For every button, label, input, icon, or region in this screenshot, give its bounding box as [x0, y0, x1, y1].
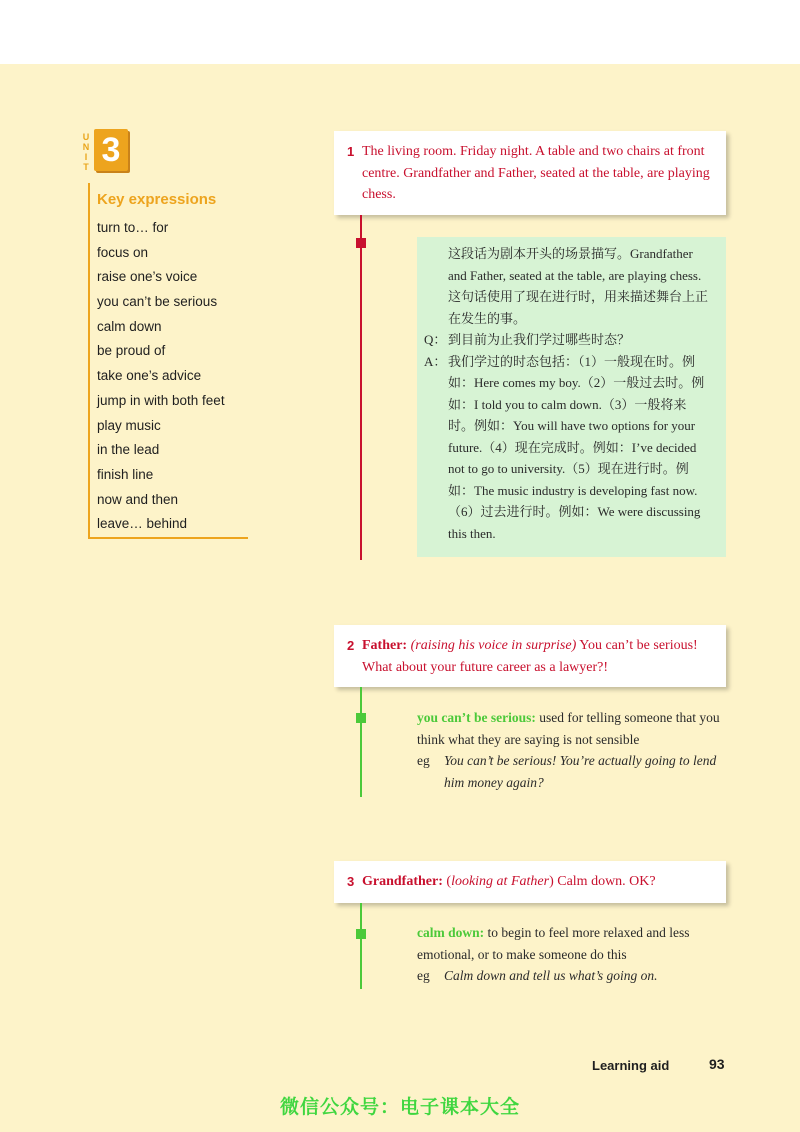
script-line-2	[334, 625, 726, 687]
eg-label: eg	[417, 968, 430, 983]
example-row	[417, 750, 727, 793]
line-text	[362, 871, 712, 893]
key-expressions-border-bottom	[88, 537, 248, 539]
key-expressions-list	[97, 216, 225, 537]
definition-text	[417, 922, 727, 965]
page-number: 93	[709, 1056, 725, 1072]
example-text: Calm down and tell us what’s going on.	[444, 968, 658, 983]
script-line-3	[334, 861, 726, 903]
definition-you-cant-be-serious	[417, 707, 727, 793]
key-expressions-title: Key expressions	[97, 191, 217, 208]
key-expression-item: now and then	[97, 491, 179, 507]
key-expression-item: finish line	[97, 466, 154, 482]
key-expression-item: jump in with both feet	[97, 392, 225, 408]
definition-calm-down	[417, 922, 727, 987]
unit-letter: I	[84, 152, 88, 162]
key-expression-item: be proud of	[97, 343, 166, 359]
note-marker-green	[356, 929, 366, 939]
unit-word	[80, 132, 92, 172]
note-intro: 这段话为剧本开头的场景描写。Grandfather and Father, seated at the table, are playing chess. 这句话使用了现在进行时，用来描述舞台上正在发生的事。	[448, 246, 709, 326]
direction-open: (	[442, 874, 452, 889]
example-row	[417, 965, 727, 987]
example-text: You can’t be serious! You’re actually going to lend him money again?	[444, 753, 717, 790]
unit-number-badge	[94, 129, 128, 171]
key-expression-item: take one’s advice	[97, 368, 202, 384]
direction-close: )	[549, 874, 554, 889]
unit-letter: N	[82, 142, 90, 152]
key-expression-item: raise one’s voice	[97, 269, 198, 285]
key-expression-item: play music	[97, 417, 161, 433]
watermark-text: 微信公众号：电子课本大全	[279, 1096, 520, 1118]
note-marker-green	[356, 713, 366, 723]
key-expressions-border-left	[88, 183, 90, 539]
definition-text	[417, 707, 727, 750]
unit-letter: U	[82, 132, 90, 142]
line-text: The living room. Friday night. A table and two chairs at front centre. Grandfather and Father, seated at the table, are playing chess.	[362, 144, 710, 202]
connector-line-green	[360, 903, 362, 989]
line-number: 3	[347, 874, 355, 889]
definition-body: used for telling someone that you think what they are saying is not sensible	[417, 710, 720, 747]
definition-body: to begin to feel more relaxed and less emotional, or to make someone do this	[417, 925, 690, 962]
stage-direction: (raising his voice in surprise)	[410, 638, 577, 653]
connector-line-red	[360, 215, 362, 560]
script-line-1	[334, 131, 726, 215]
note-marker-red	[356, 238, 366, 248]
dialogue: You can’t be serious! What about your future career as a lawyer?!	[362, 638, 698, 675]
question-label: Q：	[424, 332, 447, 347]
stage-direction: looking at Father	[451, 874, 550, 889]
line-number: 1	[347, 144, 355, 159]
answer-text: 我们学过的时态包括：（1）一般现在时。例如：Here comes my boy.（2）一般过去时。例如：I told you to calm down.（3）一般将来时。例如：You will have two options for your future.（4）现在完成时。例如：I’ve decided not to go to university.（5）现在进行时。例如：The music industry is developing fast now.（6）过去进行时。例如：We were discussing this then.	[448, 353, 705, 541]
unit-number: 3	[101, 131, 121, 169]
section-label: Learning aid	[592, 1058, 670, 1073]
line-number: 2	[347, 638, 355, 653]
key-expression-item: leave… behind	[97, 516, 188, 532]
connector-line-green	[360, 687, 362, 797]
key-expression-item: in the lead	[97, 442, 160, 458]
question-text: 到目前为止我们学过哪些时态？	[448, 332, 631, 347]
key-expression-item: focus on	[97, 244, 149, 260]
key-expression-item: calm down	[97, 318, 162, 334]
definition-keyword: calm down:	[417, 925, 485, 940]
speaker: Grandfather:	[362, 874, 443, 889]
note-panel	[417, 237, 726, 557]
line-text	[362, 635, 712, 678]
key-expression-item: you can’t be serious	[97, 294, 218, 310]
dialogue: Calm down. OK?	[553, 874, 656, 889]
key-expression-item: turn to… for	[97, 220, 169, 235]
eg-label: eg	[417, 753, 430, 768]
speaker: Father:	[362, 638, 408, 653]
answer-label: A：	[424, 353, 447, 369]
top-margin	[0, 0, 800, 64]
definition-keyword: you can’t be serious:	[417, 710, 536, 725]
unit-letter: T	[83, 162, 89, 172]
